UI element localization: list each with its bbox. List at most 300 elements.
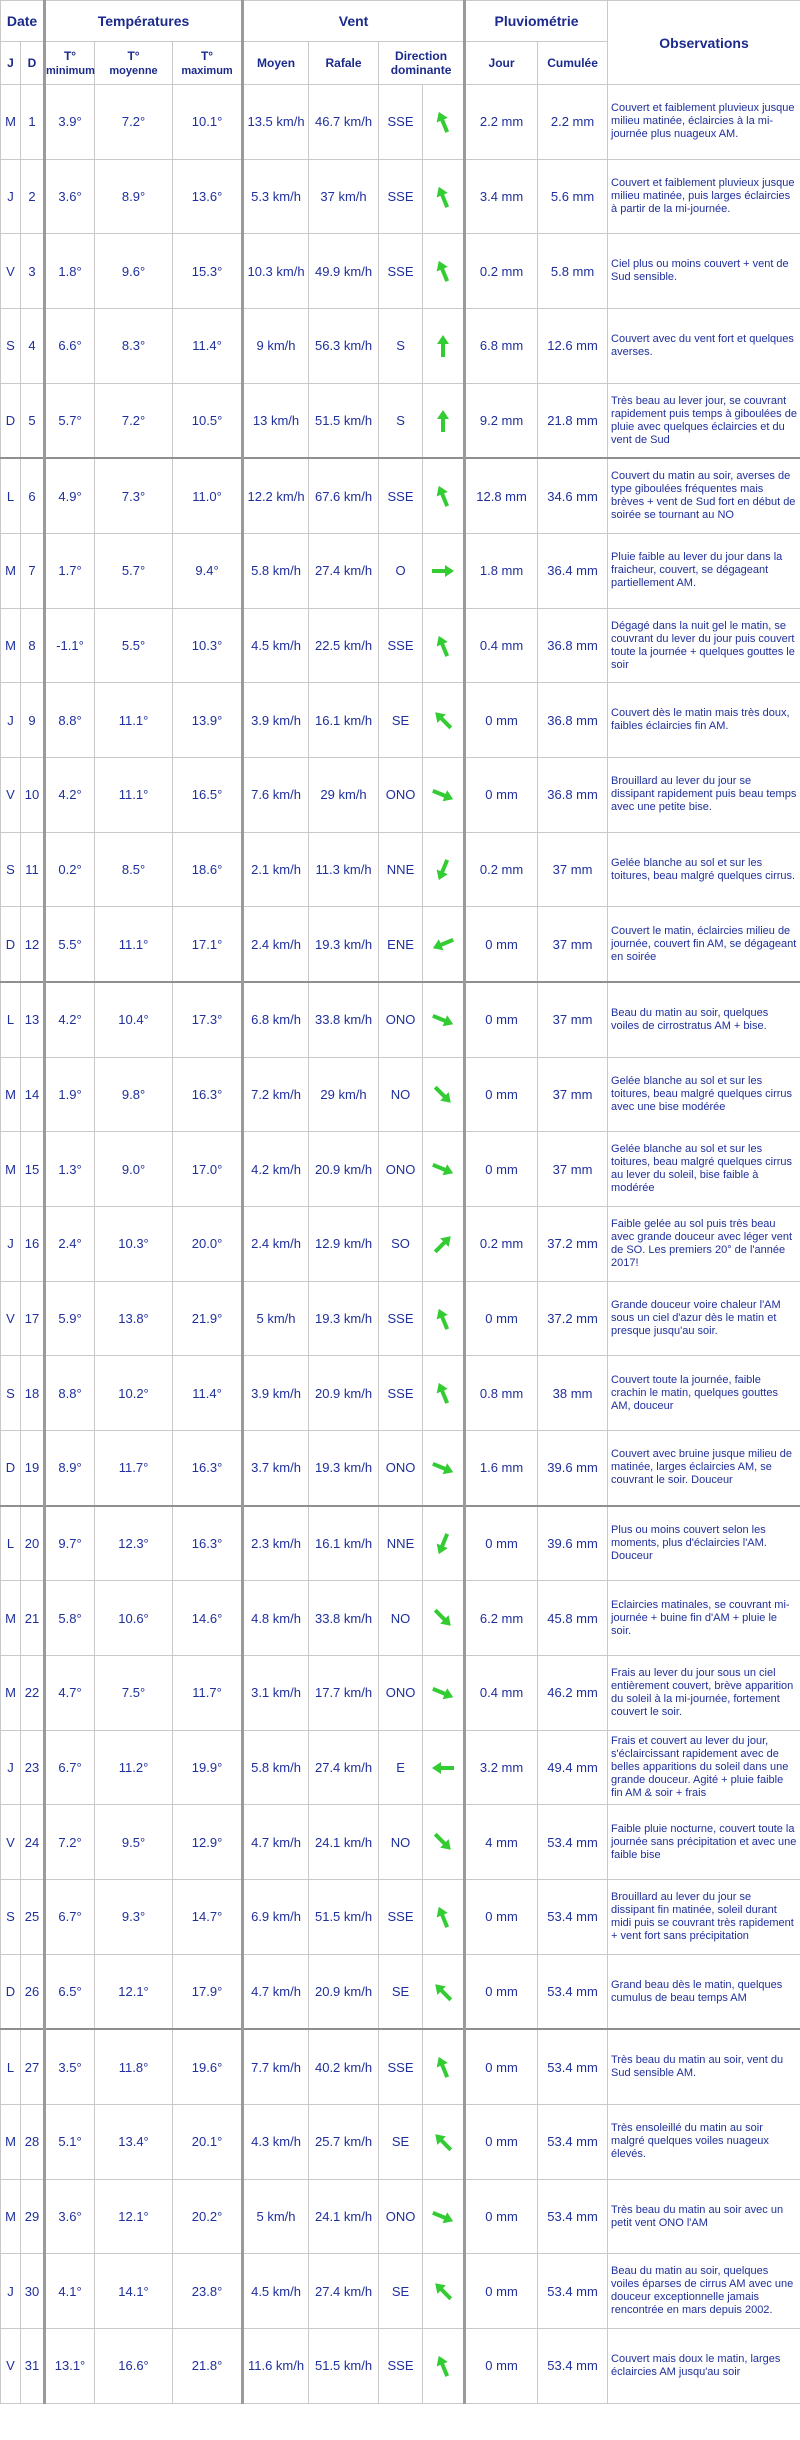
wind-arrow-cell bbox=[423, 2105, 465, 2180]
rain-day: 4 mm bbox=[465, 1805, 538, 1880]
day-number: 11 bbox=[21, 832, 45, 907]
wind-gust: 27.4 km/h bbox=[309, 2254, 379, 2329]
temp-min: 1.9° bbox=[45, 1057, 95, 1132]
wind-gust: 56.3 km/h bbox=[309, 309, 379, 384]
day-number: 23 bbox=[21, 1730, 45, 1805]
wind-direction: SSE bbox=[379, 608, 423, 683]
table-row bbox=[1, 1057, 800, 1132]
table-row bbox=[1, 2179, 800, 2254]
temp-avg: 5.5° bbox=[95, 608, 173, 683]
temp-avg: 9.6° bbox=[95, 234, 173, 309]
rain-day: 0 mm bbox=[465, 1132, 538, 1207]
temp-avg: 9.3° bbox=[95, 1880, 173, 1955]
day-number: 30 bbox=[21, 2254, 45, 2329]
temp-min: 5.1° bbox=[45, 2105, 95, 2180]
day-number: 31 bbox=[21, 2329, 45, 2404]
table-row bbox=[1, 1730, 800, 1805]
temp-max: 18.6° bbox=[173, 832, 243, 907]
wind-direction: SSE bbox=[379, 458, 423, 533]
day-number: 20 bbox=[21, 1506, 45, 1581]
temp-avg: 12.1° bbox=[95, 2179, 173, 2254]
temp-min: 3.9° bbox=[45, 85, 95, 160]
wind-gust: 20.9 km/h bbox=[309, 1954, 379, 2029]
wind-avg: 12.2 km/h bbox=[243, 458, 309, 533]
temp-avg: 11.1° bbox=[95, 758, 173, 833]
table-row bbox=[1, 1132, 800, 1207]
temp-max: 14.7° bbox=[173, 1880, 243, 1955]
day-number: 1 bbox=[21, 85, 45, 160]
observation: Beau du matin au soir, quelques voiles de cirrostratus AM + bise. bbox=[608, 982, 800, 1057]
day-number: 2 bbox=[21, 159, 45, 234]
wind-arrow-cell bbox=[423, 1132, 465, 1207]
wind-direction: ONO bbox=[379, 1132, 423, 1207]
temp-min: 6.5° bbox=[45, 1954, 95, 2029]
wind-direction: SSE bbox=[379, 234, 423, 309]
wind-arrow-cell bbox=[423, 1954, 465, 2029]
table-row bbox=[1, 832, 800, 907]
rain-day: 0 mm bbox=[465, 758, 538, 833]
wind-arrow-icon bbox=[430, 1904, 456, 1930]
observation: Brouillard au lever du jour se dissipant fin matinée, soleil durant midi puis se couvrant très rapidement + vent fort sans précipitation bbox=[608, 1880, 800, 1955]
temp-min: 3.6° bbox=[45, 159, 95, 234]
temp-max: 13.6° bbox=[173, 159, 243, 234]
wind-arrow-icon bbox=[430, 931, 456, 957]
wind-avg: 7.7 km/h bbox=[243, 2029, 309, 2104]
observation: Gelée blanche au sol et sur les toitures, beau malgré quelques cirrus au lever du soleil, bise faible à modérée bbox=[608, 1132, 800, 1207]
temp-min: 5.9° bbox=[45, 1281, 95, 1356]
rain-cumul: 37 mm bbox=[538, 1057, 608, 1132]
rain-day: 3.2 mm bbox=[465, 1730, 538, 1805]
wind-avg: 5.8 km/h bbox=[243, 1730, 309, 1805]
wind-direction: ENE bbox=[379, 907, 423, 982]
table-row bbox=[1, 1581, 800, 1656]
table-row bbox=[1, 758, 800, 833]
temp-min: -1.1° bbox=[45, 608, 95, 683]
temp-max: 19.9° bbox=[173, 1730, 243, 1805]
wind-avg: 11.6 km/h bbox=[243, 2329, 309, 2404]
wind-avg: 7.6 km/h bbox=[243, 758, 309, 833]
day-number: 13 bbox=[21, 982, 45, 1057]
rain-day: 0 mm bbox=[465, 907, 538, 982]
rain-cumul: 36.8 mm bbox=[538, 683, 608, 758]
wind-direction: SSE bbox=[379, 159, 423, 234]
day-number: 7 bbox=[21, 534, 45, 609]
wind-arrow-icon bbox=[430, 1380, 456, 1406]
wind-arrow-icon bbox=[430, 333, 456, 359]
rain-cumul: 53.4 mm bbox=[538, 1805, 608, 1880]
wind-avg: 5 km/h bbox=[243, 2179, 309, 2254]
wind-avg: 6.8 km/h bbox=[243, 982, 309, 1057]
wind-arrow-icon bbox=[430, 2353, 456, 2379]
rain-day: 0 mm bbox=[465, 2105, 538, 2180]
observation: Grand beau dès le matin, quelques cumulus de beau temps AM bbox=[608, 1954, 800, 2029]
wind-direction: SE bbox=[379, 683, 423, 758]
header-jour: Jour bbox=[465, 42, 538, 85]
wind-gust: 33.8 km/h bbox=[309, 1581, 379, 1656]
rain-cumul: 53.4 mm bbox=[538, 2254, 608, 2329]
wind-gust: 27.4 km/h bbox=[309, 1730, 379, 1805]
wind-direction: SSE bbox=[379, 1356, 423, 1431]
rain-cumul: 39.6 mm bbox=[538, 1506, 608, 1581]
wind-avg: 10.3 km/h bbox=[243, 234, 309, 309]
temp-max: 13.9° bbox=[173, 683, 243, 758]
observation: Très ensoleillé du matin au soir malgré quelques voiles nuageux élevés. bbox=[608, 2105, 800, 2180]
rain-day: 0 mm bbox=[465, 683, 538, 758]
wind-arrow-cell bbox=[423, 2329, 465, 2404]
header-temperatures: Températures bbox=[45, 1, 243, 42]
rain-cumul: 36.8 mm bbox=[538, 758, 608, 833]
wind-gust: 19.3 km/h bbox=[309, 907, 379, 982]
wind-gust: 22.5 km/h bbox=[309, 608, 379, 683]
wind-arrow-cell bbox=[423, 1057, 465, 1132]
temp-min: 5.5° bbox=[45, 907, 95, 982]
temp-min: 8.8° bbox=[45, 1356, 95, 1431]
table-row bbox=[1, 159, 800, 234]
observation: Couvert avec bruine jusque milieu de matinée, larges éclaircies AM, se couvrant le soir. Douceur bbox=[608, 1431, 800, 1506]
temp-min: 7.2° bbox=[45, 1805, 95, 1880]
temp-avg: 16.6° bbox=[95, 2329, 173, 2404]
wind-arrow-icon bbox=[430, 483, 456, 509]
temp-max: 17.1° bbox=[173, 907, 243, 982]
observation: Grande douceur voire chaleur l'AM sous un ciel d'azur dès le matin et presque jusqu'au soir. bbox=[608, 1281, 800, 1356]
temp-max: 17.3° bbox=[173, 982, 243, 1057]
temp-min: 4.7° bbox=[45, 1656, 95, 1731]
wind-gust: 24.1 km/h bbox=[309, 2179, 379, 2254]
temp-max: 11.4° bbox=[173, 1356, 243, 1431]
rain-day: 0.4 mm bbox=[465, 608, 538, 683]
day-letter: M bbox=[1, 2179, 21, 2254]
wind-arrow-cell bbox=[423, 2179, 465, 2254]
day-number: 12 bbox=[21, 907, 45, 982]
temp-min: 6.7° bbox=[45, 1730, 95, 1805]
temp-min: 1.7° bbox=[45, 534, 95, 609]
wind-gust: 37 km/h bbox=[309, 159, 379, 234]
wind-arrow-cell bbox=[423, 608, 465, 683]
day-letter: V bbox=[1, 1281, 21, 1356]
wind-arrow-icon bbox=[430, 258, 456, 284]
observation: Plus ou moins couvert selon les moments, plus d'éclaircies l'AM. Douceur bbox=[608, 1506, 800, 1581]
wind-arrow-cell bbox=[423, 85, 465, 160]
temp-avg: 9.8° bbox=[95, 1057, 173, 1132]
wind-gust: 51.5 km/h bbox=[309, 1880, 379, 1955]
wind-direction: S bbox=[379, 309, 423, 384]
wind-direction: SSE bbox=[379, 1880, 423, 1955]
temp-max: 15.3° bbox=[173, 234, 243, 309]
table-row bbox=[1, 982, 800, 1057]
wind-avg: 2.4 km/h bbox=[243, 1207, 309, 1282]
observation: Gelée blanche au sol et sur les toitures, beau malgré quelques cirrus avec une bise modérée bbox=[608, 1057, 800, 1132]
table-row bbox=[1, 2105, 800, 2180]
observation: Frais au lever du jour sous un ciel entièrement couvert, brève apparition du soleil à la mi-journée, fortement couvert le soir. bbox=[608, 1656, 800, 1731]
rain-cumul: 53.4 mm bbox=[538, 2105, 608, 2180]
day-number: 21 bbox=[21, 1581, 45, 1656]
temp-avg: 10.6° bbox=[95, 1581, 173, 1656]
header-observations: Observations bbox=[608, 1, 800, 85]
day-letter: J bbox=[1, 159, 21, 234]
observation: Couvert mais doux le matin, larges éclaircies AM jusqu'au soir bbox=[608, 2329, 800, 2404]
observation: Brouillard au lever du jour se dissipant rapidement puis beau temps avec une petite bise. bbox=[608, 758, 800, 833]
rain-day: 9.2 mm bbox=[465, 383, 538, 458]
table-body bbox=[1, 85, 800, 2404]
temp-avg: 8.5° bbox=[95, 832, 173, 907]
day-letter: M bbox=[1, 1656, 21, 1731]
rain-cumul: 53.4 mm bbox=[538, 1880, 608, 1955]
day-letter: D bbox=[1, 1954, 21, 2029]
wind-arrow-cell bbox=[423, 907, 465, 982]
wind-direction: SSE bbox=[379, 2329, 423, 2404]
wind-arrow-icon bbox=[430, 2278, 456, 2304]
header-cumulee: Cumulée bbox=[538, 42, 608, 85]
temp-min: 8.8° bbox=[45, 683, 95, 758]
rain-cumul: 21.8 mm bbox=[538, 383, 608, 458]
observation: Beau du matin au soir, quelques voiles éparses de cirrus AM avec une douceur exceptionnelle jamais rencontrée en mars depuis 2002. bbox=[608, 2254, 800, 2329]
temp-avg: 7.2° bbox=[95, 85, 173, 160]
rain-day: 0 mm bbox=[465, 1880, 538, 1955]
table-row bbox=[1, 1431, 800, 1506]
temp-min: 6.7° bbox=[45, 1880, 95, 1955]
wind-arrow-cell bbox=[423, 1581, 465, 1656]
temp-min: 9.7° bbox=[45, 1506, 95, 1581]
temp-max: 16.5° bbox=[173, 758, 243, 833]
table-row bbox=[1, 1880, 800, 1955]
day-number: 27 bbox=[21, 2029, 45, 2104]
temp-avg: 8.3° bbox=[95, 309, 173, 384]
wind-arrow-cell bbox=[423, 1281, 465, 1356]
wind-gust: 11.3 km/h bbox=[309, 832, 379, 907]
observation: Couvert et faiblement pluvieux jusque milieu matinée, puis larges éclaircies à partir de la mi-journée. bbox=[608, 159, 800, 234]
wind-arrow-cell bbox=[423, 683, 465, 758]
rain-day: 0 mm bbox=[465, 982, 538, 1057]
table-row bbox=[1, 2029, 800, 2104]
rain-cumul: 37 mm bbox=[538, 982, 608, 1057]
header-pluviometrie: Pluviométrie bbox=[465, 1, 608, 42]
day-number: 25 bbox=[21, 1880, 45, 1955]
temp-max: 10.1° bbox=[173, 85, 243, 160]
wind-avg: 7.2 km/h bbox=[243, 1057, 309, 1132]
wind-direction: SE bbox=[379, 1954, 423, 2029]
wind-gust: 25.7 km/h bbox=[309, 2105, 379, 2180]
day-letter: M bbox=[1, 1581, 21, 1656]
temp-min: 5.8° bbox=[45, 1581, 95, 1656]
wind-gust: 20.9 km/h bbox=[309, 1132, 379, 1207]
wind-gust: 20.9 km/h bbox=[309, 1356, 379, 1431]
rain-cumul: 53.4 mm bbox=[538, 1954, 608, 2029]
wind-avg: 3.9 km/h bbox=[243, 683, 309, 758]
day-letter: M bbox=[1, 534, 21, 609]
wind-arrow-cell bbox=[423, 458, 465, 533]
day-letter: V bbox=[1, 758, 21, 833]
wind-arrow-cell bbox=[423, 832, 465, 907]
day-letter: L bbox=[1, 982, 21, 1057]
observation: Très beau du matin au soir avec un petit vent ONO l'AM bbox=[608, 2179, 800, 2254]
observation: Eclaircies matinales, se couvrant mi-journée + buine fin d'AM + pluie le soir. bbox=[608, 1581, 800, 1656]
wind-arrow-icon bbox=[430, 633, 456, 659]
rain-cumul: 37.2 mm bbox=[538, 1207, 608, 1282]
table-row bbox=[1, 2254, 800, 2329]
rain-day: 0 mm bbox=[465, 2029, 538, 2104]
temp-avg: 9.5° bbox=[95, 1805, 173, 1880]
temp-min: 6.6° bbox=[45, 309, 95, 384]
temp-min: 4.9° bbox=[45, 458, 95, 533]
day-letter: D bbox=[1, 1431, 21, 1506]
rain-cumul: 53.4 mm bbox=[538, 2179, 608, 2254]
rain-cumul: 5.8 mm bbox=[538, 234, 608, 309]
table-row bbox=[1, 1281, 800, 1356]
temp-min: 4.2° bbox=[45, 758, 95, 833]
day-number: 8 bbox=[21, 608, 45, 683]
wind-direction: SE bbox=[379, 2105, 423, 2180]
wind-arrow-icon bbox=[430, 1082, 456, 1108]
day-letter: L bbox=[1, 458, 21, 533]
day-number: 9 bbox=[21, 683, 45, 758]
rain-day: 0.2 mm bbox=[465, 234, 538, 309]
day-number: 3 bbox=[21, 234, 45, 309]
table-row bbox=[1, 85, 800, 160]
wind-arrow-icon bbox=[430, 2129, 456, 2155]
temp-avg: 14.1° bbox=[95, 2254, 173, 2329]
wind-arrow-icon bbox=[430, 558, 456, 584]
wind-direction: ONO bbox=[379, 1431, 423, 1506]
wind-gust: 40.2 km/h bbox=[309, 2029, 379, 2104]
rain-day: 0.2 mm bbox=[465, 1207, 538, 1282]
wind-arrow-cell bbox=[423, 234, 465, 309]
wind-gust: 16.1 km/h bbox=[309, 1506, 379, 1581]
wind-gust: 33.8 km/h bbox=[309, 982, 379, 1057]
day-letter: L bbox=[1, 2029, 21, 2104]
wind-gust: 51.5 km/h bbox=[309, 383, 379, 458]
wind-arrow-cell bbox=[423, 1730, 465, 1805]
table-row bbox=[1, 309, 800, 384]
temp-avg: 13.8° bbox=[95, 1281, 173, 1356]
wind-direction: SE bbox=[379, 2254, 423, 2329]
day-letter: S bbox=[1, 832, 21, 907]
wind-direction: SSE bbox=[379, 1281, 423, 1356]
observation: Couvert le matin, éclaircies milieu de journée, couvert fin AM, se dégageant en soirée bbox=[608, 907, 800, 982]
observation: Couvert dès le matin mais très doux, faibles éclaircies fin AM. bbox=[608, 683, 800, 758]
wind-avg: 6.9 km/h bbox=[243, 1880, 309, 1955]
header-tmax: T° maximum bbox=[173, 42, 243, 85]
wind-gust: 29 km/h bbox=[309, 758, 379, 833]
rain-day: 0 mm bbox=[465, 2179, 538, 2254]
rain-cumul: 45.8 mm bbox=[538, 1581, 608, 1656]
day-letter: S bbox=[1, 309, 21, 384]
rain-cumul: 38 mm bbox=[538, 1356, 608, 1431]
temp-max: 11.4° bbox=[173, 309, 243, 384]
rain-day: 0 mm bbox=[465, 1954, 538, 2029]
temp-max: 14.6° bbox=[173, 1581, 243, 1656]
temp-min: 1.8° bbox=[45, 234, 95, 309]
wind-avg: 3.9 km/h bbox=[243, 1356, 309, 1431]
observation: Couvert et faiblement pluvieux jusque milieu matinée, éclaircies à la mi-journée plus nuageux AM. bbox=[608, 85, 800, 160]
day-number: 22 bbox=[21, 1656, 45, 1731]
rain-day: 1.6 mm bbox=[465, 1431, 538, 1506]
rain-cumul: 5.6 mm bbox=[538, 159, 608, 234]
temp-max: 10.3° bbox=[173, 608, 243, 683]
observation: Couvert avec du vent fort et quelques averses. bbox=[608, 309, 800, 384]
rain-day: 2.2 mm bbox=[465, 85, 538, 160]
day-letter: J bbox=[1, 1207, 21, 1282]
rain-cumul: 53.4 mm bbox=[538, 2029, 608, 2104]
temp-avg: 7.5° bbox=[95, 1656, 173, 1731]
temp-avg: 8.9° bbox=[95, 159, 173, 234]
wind-arrow-cell bbox=[423, 1207, 465, 1282]
table-row bbox=[1, 2329, 800, 2404]
temp-avg: 11.2° bbox=[95, 1730, 173, 1805]
temp-min: 0.2° bbox=[45, 832, 95, 907]
wind-arrow-cell bbox=[423, 1805, 465, 1880]
header-j: J bbox=[1, 42, 21, 85]
temp-avg: 11.1° bbox=[95, 907, 173, 982]
table-row bbox=[1, 1207, 800, 1282]
header-moyen: Moyen bbox=[243, 42, 309, 85]
rain-day: 1.8 mm bbox=[465, 534, 538, 609]
wind-direction: S bbox=[379, 383, 423, 458]
wind-direction: NO bbox=[379, 1581, 423, 1656]
day-letter: D bbox=[1, 907, 21, 982]
temp-min: 8.9° bbox=[45, 1431, 95, 1506]
rain-day: 3.4 mm bbox=[465, 159, 538, 234]
temp-max: 21.8° bbox=[173, 2329, 243, 2404]
temp-max: 16.3° bbox=[173, 1431, 243, 1506]
wind-direction: SSE bbox=[379, 2029, 423, 2104]
rain-day: 6.2 mm bbox=[465, 1581, 538, 1656]
observation: Très beau du matin au soir, vent du Sud sensible AM. bbox=[608, 2029, 800, 2104]
rain-day: 0 mm bbox=[465, 1057, 538, 1132]
temp-avg: 5.7° bbox=[95, 534, 173, 609]
wind-gust: 24.1 km/h bbox=[309, 1805, 379, 1880]
rain-cumul: 34.6 mm bbox=[538, 458, 608, 533]
wind-arrow-cell bbox=[423, 2254, 465, 2329]
temp-avg: 9.0° bbox=[95, 1132, 173, 1207]
wind-arrow-icon bbox=[430, 707, 456, 733]
header-direction: Direction dominante bbox=[379, 42, 465, 85]
day-letter: L bbox=[1, 1506, 21, 1581]
rain-day: 0.8 mm bbox=[465, 1356, 538, 1431]
day-letter: S bbox=[1, 1880, 21, 1955]
rain-cumul: 37 mm bbox=[538, 1132, 608, 1207]
temp-avg: 13.4° bbox=[95, 2105, 173, 2180]
wind-gust: 19.3 km/h bbox=[309, 1431, 379, 1506]
temp-avg: 7.2° bbox=[95, 383, 173, 458]
temp-max: 20.2° bbox=[173, 2179, 243, 2254]
wind-arrow-icon bbox=[430, 1979, 456, 2005]
wind-arrow-icon bbox=[430, 1007, 456, 1033]
day-number: 29 bbox=[21, 2179, 45, 2254]
temp-avg: 7.3° bbox=[95, 458, 173, 533]
wind-gust: 49.9 km/h bbox=[309, 234, 379, 309]
wind-avg: 2.3 km/h bbox=[243, 1506, 309, 1581]
wind-avg: 13 km/h bbox=[243, 383, 309, 458]
day-letter: M bbox=[1, 85, 21, 160]
temp-max: 16.3° bbox=[173, 1506, 243, 1581]
day-letter: V bbox=[1, 234, 21, 309]
day-number: 24 bbox=[21, 1805, 45, 1880]
rain-cumul: 36.8 mm bbox=[538, 608, 608, 683]
table-row bbox=[1, 1805, 800, 1880]
day-number: 15 bbox=[21, 1132, 45, 1207]
rain-day: 0.2 mm bbox=[465, 832, 538, 907]
wind-direction: SO bbox=[379, 1207, 423, 1282]
wind-arrow-cell bbox=[423, 534, 465, 609]
header-tmin: T° minimum bbox=[45, 42, 95, 85]
wind-avg: 3.7 km/h bbox=[243, 1431, 309, 1506]
header-vent: Vent bbox=[243, 1, 465, 42]
wind-direction: O bbox=[379, 534, 423, 609]
wind-arrow-icon bbox=[430, 1605, 456, 1631]
wind-arrow-icon bbox=[430, 1755, 456, 1781]
rain-cumul: 37 mm bbox=[538, 832, 608, 907]
day-number: 26 bbox=[21, 1954, 45, 2029]
